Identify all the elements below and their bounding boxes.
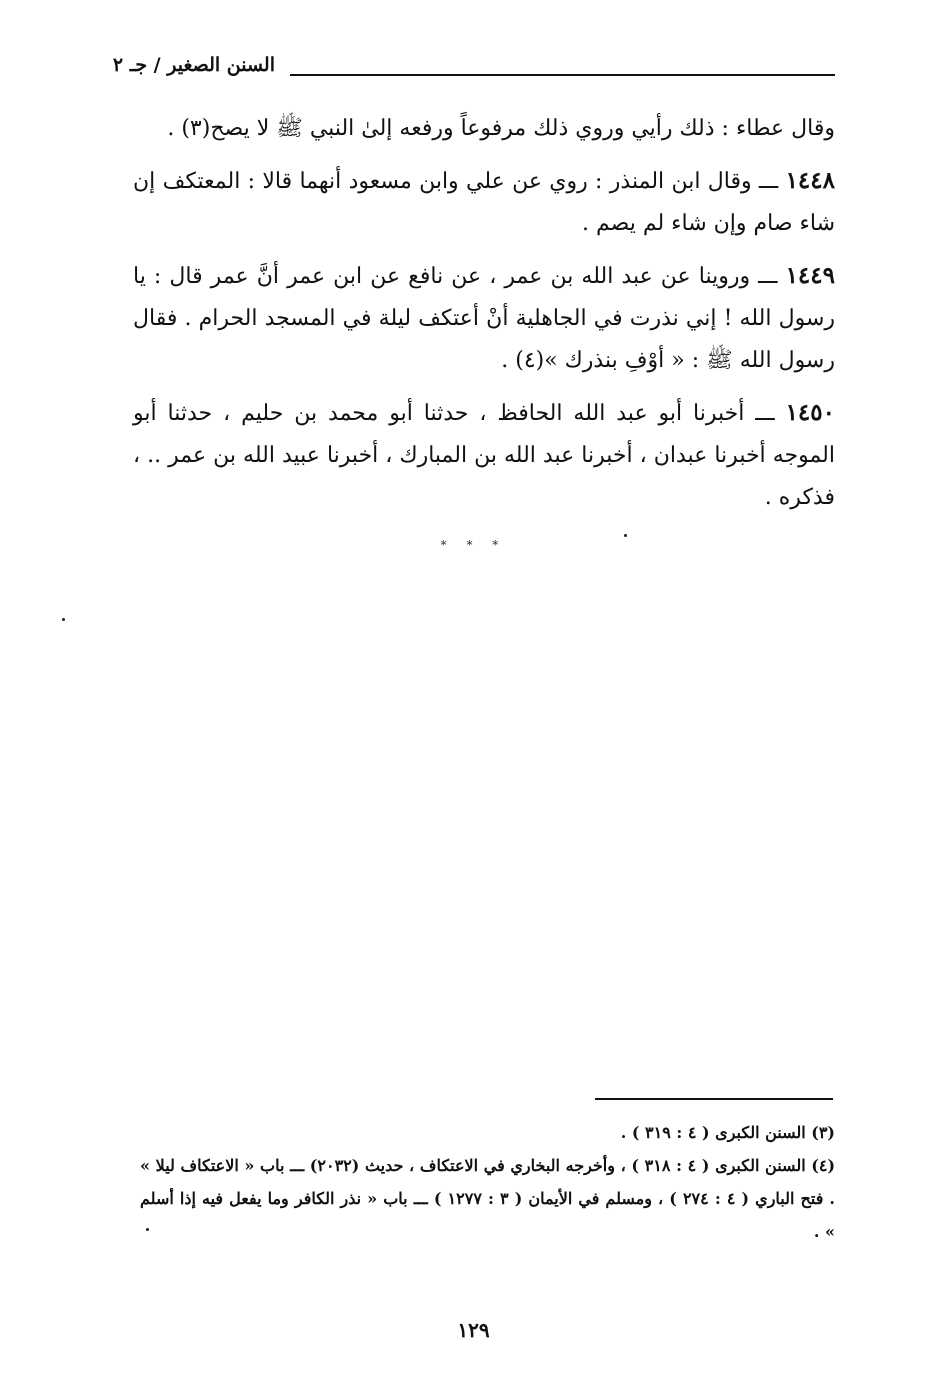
paragraph-text: وقال عطاء : ذلك رأيي وروي ذلك مرفوعاً ورفعه إلىٰ النبي ﷺ لا يصح(٣) .	[167, 116, 835, 141]
footnote-4: (٤) السنن الكبرى ( ٤ : ٣١٨ ) ، وأخرجه البخاري في الاعتكاف ، حديث (٢٠٣٢) ـــ باب « الاعتكاف ليلا » . فتح الباري ( ٤ : ٢٧٤ ) ، ومسلم في الأيمان ( ٣ : ١٢٧٧ ) ـــ باب « نذر الكافر وما يفعل فيه إذا أسلم » .	[140, 1156, 836, 1241]
hadith-number: ١٤٤٨	[785, 167, 835, 194]
header-rule	[290, 74, 835, 76]
running-header	[112, 52, 835, 86]
main-text	[133, 108, 835, 529]
scan-speck	[62, 618, 65, 621]
footnote-3: (٣) السنن الكبرى ( ٤ : ٣١٩ ) .	[620, 1123, 835, 1142]
paragraph-text: ـــ وقال ابن المنذر : روي عن علي وابن مسعود أنهما قالا : المعتكف إن شاء صام وإن شاء لم يصم .	[133, 169, 835, 236]
hadith-number: ١٤٤٩	[785, 262, 835, 289]
paragraph-text: ـــ أخبرنا أبو عبد الله الحافظ ، حدثنا أبو محمد بن حليم ، حدثنا أبو الموجه أخبرنا عبدان ، أخبرنا عبد الله بن المبارك ، أخبرنا عبيد الله بن عمر .. ، فذكره .	[133, 401, 835, 510]
hadith-1449	[133, 255, 835, 382]
scan-speck	[624, 534, 627, 537]
footnotes	[140, 1116, 835, 1248]
paragraph-text: ـــ وروينا عن عبد الله بن عمر ، عن نافع عن ابن عمر أنَّ عمر قال : يا رسول الله ! إني نذرت في الجاهلية أنْ أعتكف ليلة في المسجد الحرام . فقال رسول الله ﷺ : « أوْفِ بنذرك »(٤) .	[133, 264, 835, 373]
footnote-rule	[595, 1098, 833, 1100]
section-separator: * * *	[440, 538, 507, 552]
hadith-number: ١٤٥٠	[785, 399, 835, 426]
hadith-1448	[133, 160, 835, 245]
hadith-1450	[133, 392, 835, 519]
scan-speck	[146, 1228, 149, 1231]
header-title: السنن الصغير / جـ ٢	[112, 54, 275, 76]
paragraph-continuation	[133, 108, 835, 150]
page-number: ١٢٩	[457, 1318, 490, 1342]
